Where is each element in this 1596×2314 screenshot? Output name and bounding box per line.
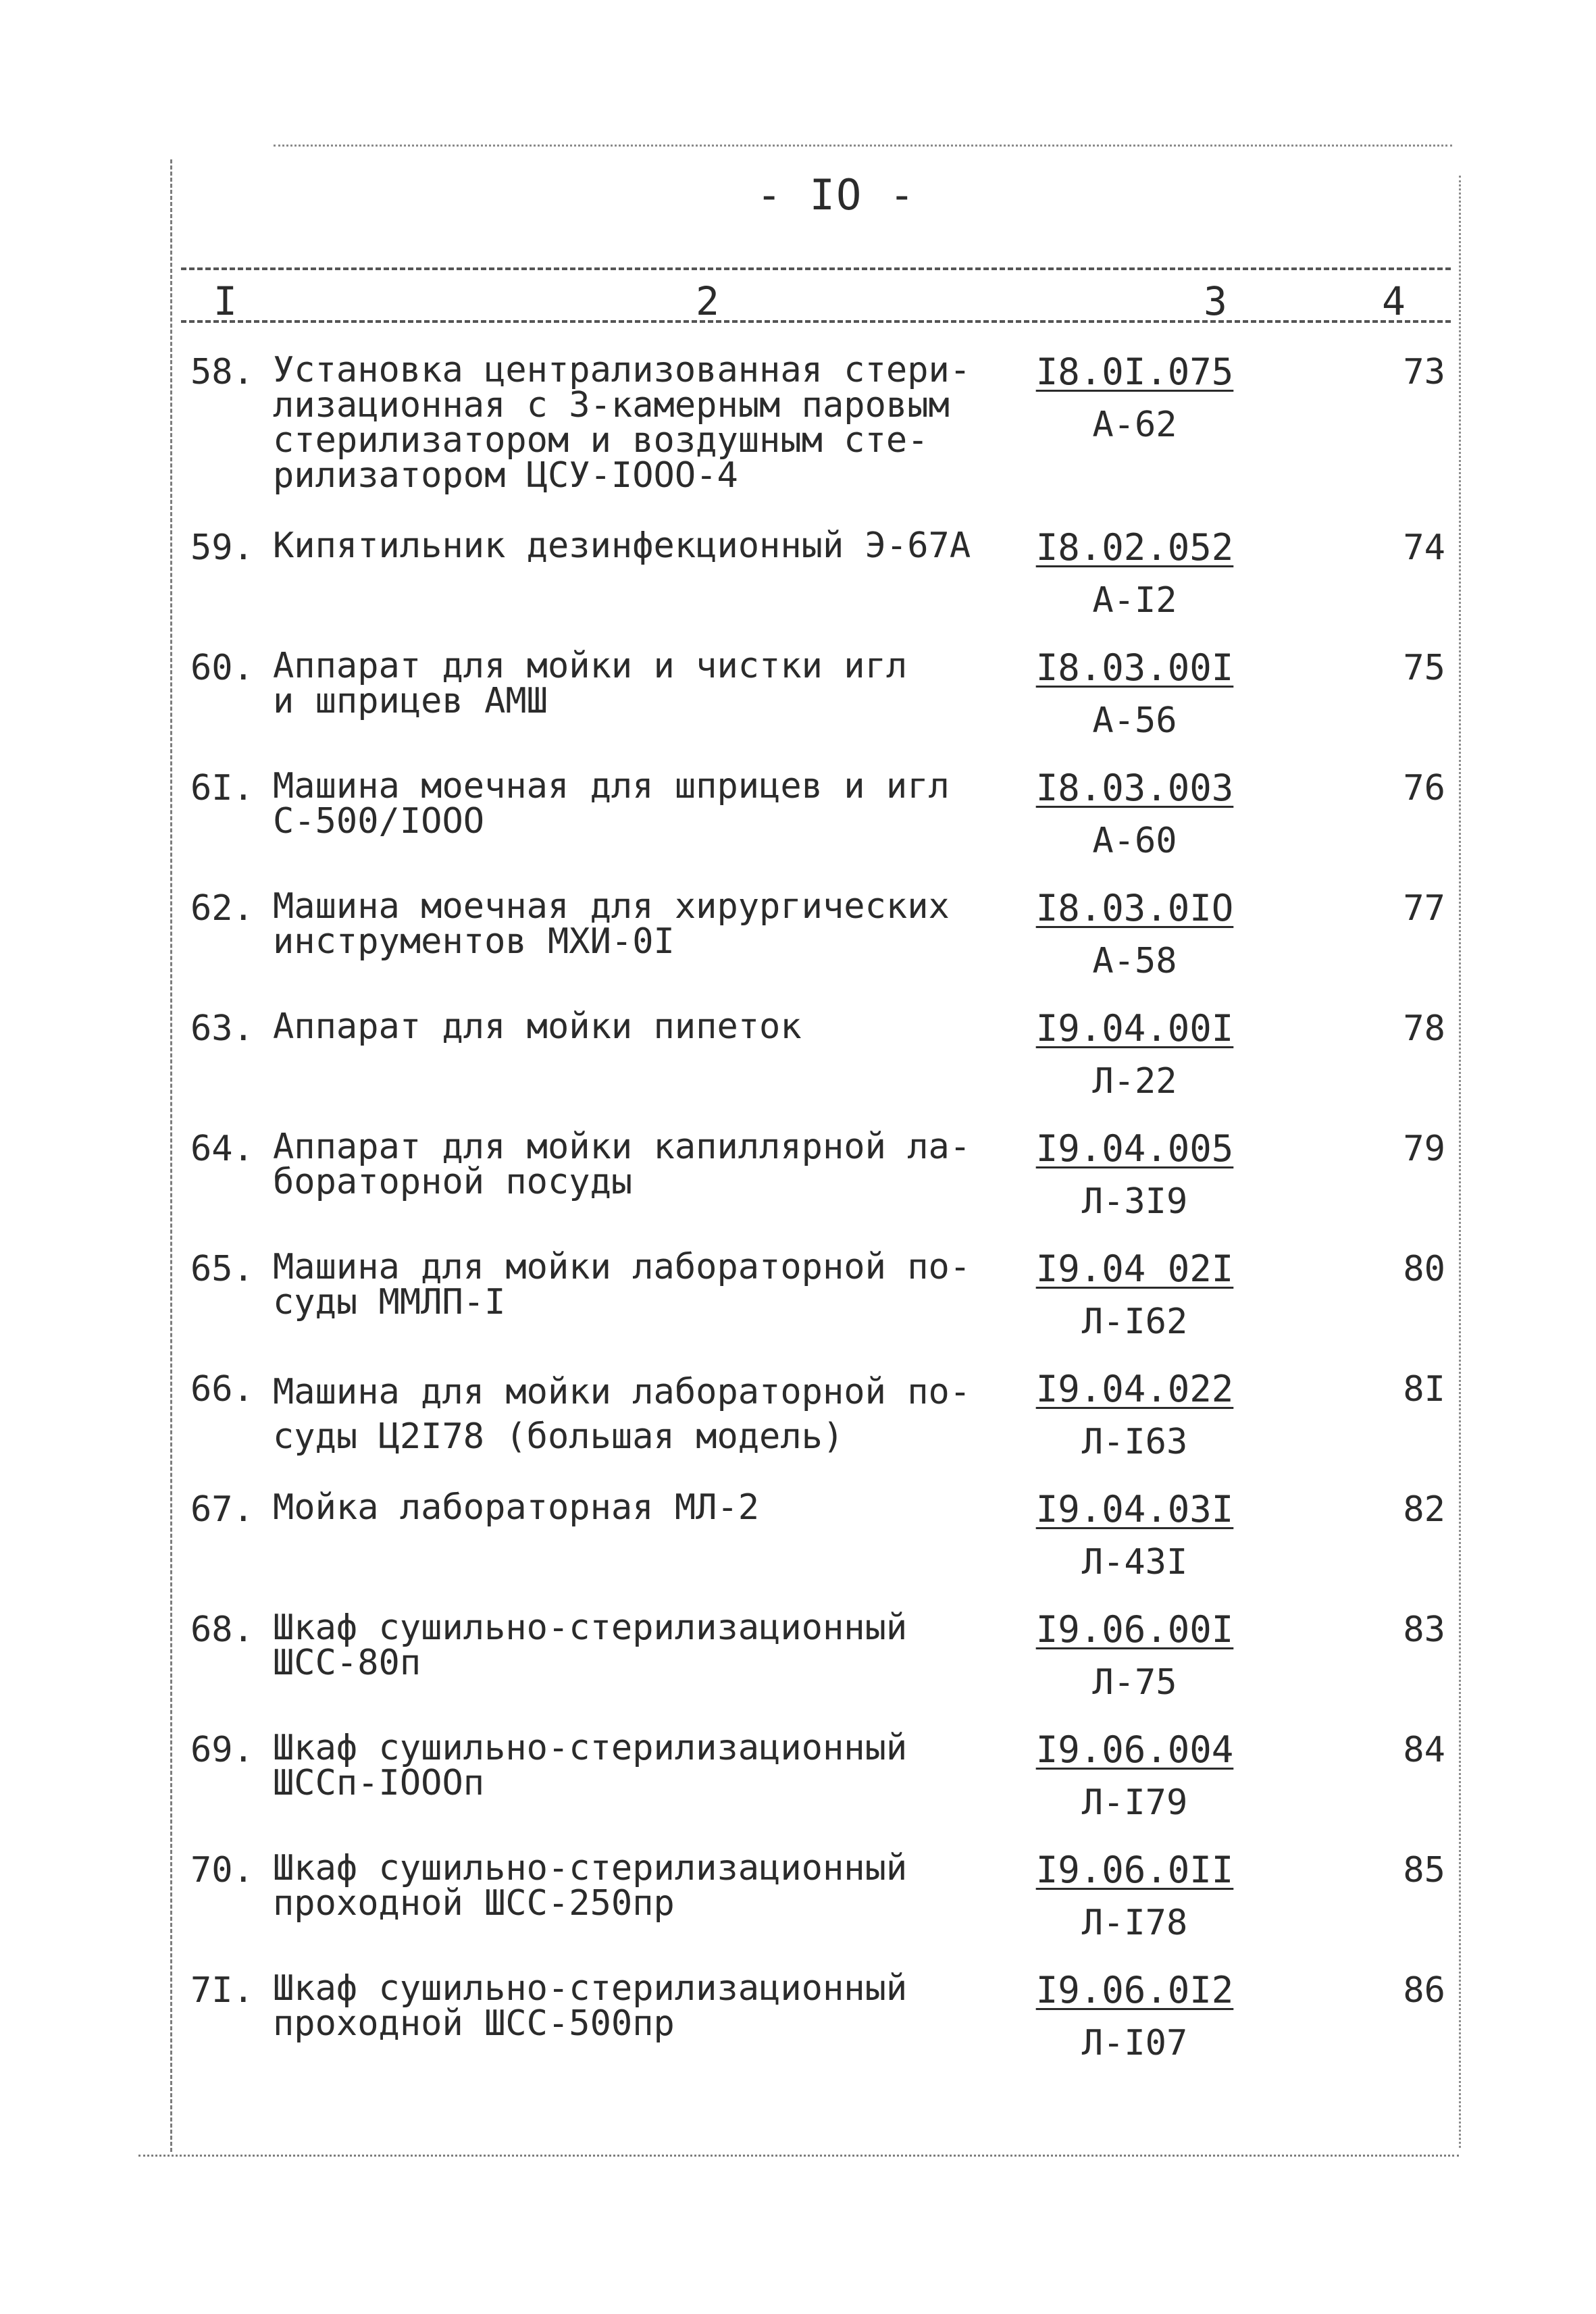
column-header-1: I [213, 278, 237, 324]
row-subcode: А-62 [1092, 405, 1177, 445]
table-row [0, 525, 1596, 636]
frame-top-border [274, 145, 1452, 147]
row-description: Аппарат для мойки и чистки игл и шприцев АМШ [273, 646, 908, 721]
row-page: 83 [1403, 1610, 1445, 1650]
row-code: I9.04.022 [1035, 1368, 1234, 1410]
row-description: Машина для мойки лабораторной по- суды Ц2I78 (большая модель) [273, 1372, 971, 1457]
column-header-2: 2 [696, 278, 719, 324]
row-subcode: Л-75 [1092, 1662, 1177, 1703]
row-subcode: А-56 [1092, 700, 1177, 741]
row-page: 75 [1403, 648, 1445, 688]
page-number: - IO - [756, 170, 916, 220]
row-number: 7I. [190, 1970, 254, 2011]
row-number: 62. [190, 888, 254, 929]
row-subcode: Л-I62 [1081, 1302, 1188, 1342]
row-code: I9.04.00I [1035, 1007, 1234, 1050]
table-row [0, 1370, 1596, 1478]
row-number: 66. [190, 1369, 254, 1410]
row-code: I9.04.005 [1035, 1127, 1234, 1170]
row-number: 69. [190, 1730, 254, 1770]
table-row [0, 1129, 1596, 1237]
table-row [0, 1730, 1596, 1839]
row-number: 64. [190, 1129, 254, 1169]
row-number: 59. [190, 528, 254, 568]
row-description: Установка централизованная стери- лизационная с 3-камерным паровым стерилизатором и воздушным сте- рилизатором ЦСУ-IOOO-4 [273, 350, 971, 496]
row-description: Машина моечная для хирургических инструментов МХИ-0I [273, 886, 950, 962]
row-number: 6I. [190, 768, 254, 808]
table-row [0, 766, 1596, 877]
row-description: Аппарат для мойки капиллярной ла- бораторной посуды [273, 1127, 971, 1202]
row-description: Кипятильник дезинфекционный Э-67А [273, 525, 971, 566]
row-code: I9.06.00I [1035, 1608, 1234, 1651]
row-description: Мойка лабораторная МЛ-2 [273, 1487, 760, 1528]
row-code: I8.0I.075 [1035, 351, 1234, 393]
row-subcode: Л-3I9 [1081, 1181, 1188, 1222]
table-row [0, 1487, 1596, 1598]
row-description: Шкаф сушильно-стерилизационный проходной ШСС-250пр [273, 1848, 908, 1924]
row-code: I8.03.003 [1035, 767, 1234, 809]
row-description: Шкаф сушильно-стерилизационный ШСС-80п [273, 1608, 908, 1683]
row-subcode: Л-I79 [1081, 1782, 1188, 1823]
row-page: 85 [1403, 1850, 1445, 1891]
row-number: 65. [190, 1249, 254, 1289]
row-page: 78 [1403, 1008, 1445, 1049]
row-page: 76 [1403, 768, 1445, 808]
row-code: I9.06.004 [1035, 1728, 1234, 1771]
row-page: 86 [1403, 1970, 1445, 2011]
row-code: I8.03.0IO [1035, 887, 1234, 929]
row-page: 82 [1403, 1489, 1445, 1530]
row-subcode: Л-I07 [1081, 2023, 1188, 2063]
row-page: 80 [1403, 1249, 1445, 1289]
row-code: I9.06.0II [1035, 1849, 1234, 1891]
table-row [0, 350, 1596, 496]
row-subcode: Л-22 [1092, 1061, 1177, 1102]
column-header-3: 3 [1204, 278, 1227, 324]
column-header-4: 4 [1382, 278, 1406, 324]
row-code: I9.04 02I [1035, 1248, 1234, 1290]
row-description: Машина моечная для шприцев и игл С-500/IOOO [273, 766, 950, 842]
table-row [0, 1848, 1596, 1959]
row-code: I8.03.00I [1035, 646, 1234, 689]
row-number: 60. [190, 648, 254, 688]
row-number: 67. [190, 1489, 254, 1530]
row-description: Шкаф сушильно-стерилизационный проходной ШСС-500пр [273, 1968, 908, 2044]
row-number: 63. [190, 1008, 254, 1049]
table-row [0, 1006, 1596, 1117]
table-row [0, 1247, 1596, 1358]
row-description: Машина для мойки лабораторной по- суды ММЛП-I [273, 1247, 971, 1322]
row-description: Аппарат для мойки пипеток [273, 1006, 802, 1047]
row-page: 84 [1403, 1730, 1445, 1770]
row-number: 68. [190, 1610, 254, 1650]
row-page: 79 [1403, 1129, 1445, 1169]
row-description: Шкаф сушильно-стерилизационный ШССп-IOOOп [273, 1728, 908, 1803]
row-code: I8.02.052 [1035, 526, 1234, 569]
row-subcode: Л-43I [1081, 1542, 1188, 1583]
row-subcode: Л-I78 [1081, 1903, 1188, 1943]
row-code: I9.06.0I2 [1035, 1969, 1234, 2011]
row-page: 73 [1403, 352, 1445, 392]
row-code: I9.04.03I [1035, 1488, 1234, 1531]
row-page: 74 [1403, 528, 1445, 568]
row-number: 58. [190, 352, 254, 392]
frame-bottom-border [138, 2155, 1459, 2157]
table-row [0, 1968, 1596, 2079]
row-subcode: А-58 [1092, 941, 1177, 981]
row-subcode: А-60 [1092, 821, 1177, 861]
table-row [0, 648, 1596, 756]
row-subcode: Л-I63 [1081, 1422, 1188, 1462]
header-rule-top [181, 267, 1451, 270]
row-page: 77 [1403, 888, 1445, 929]
table-row [0, 1610, 1596, 1718]
table-row [0, 886, 1596, 997]
header-rule-bottom [181, 320, 1451, 323]
row-number: 70. [190, 1850, 254, 1891]
row-page: 8I [1403, 1369, 1445, 1410]
row-subcode: А-I2 [1092, 580, 1177, 621]
